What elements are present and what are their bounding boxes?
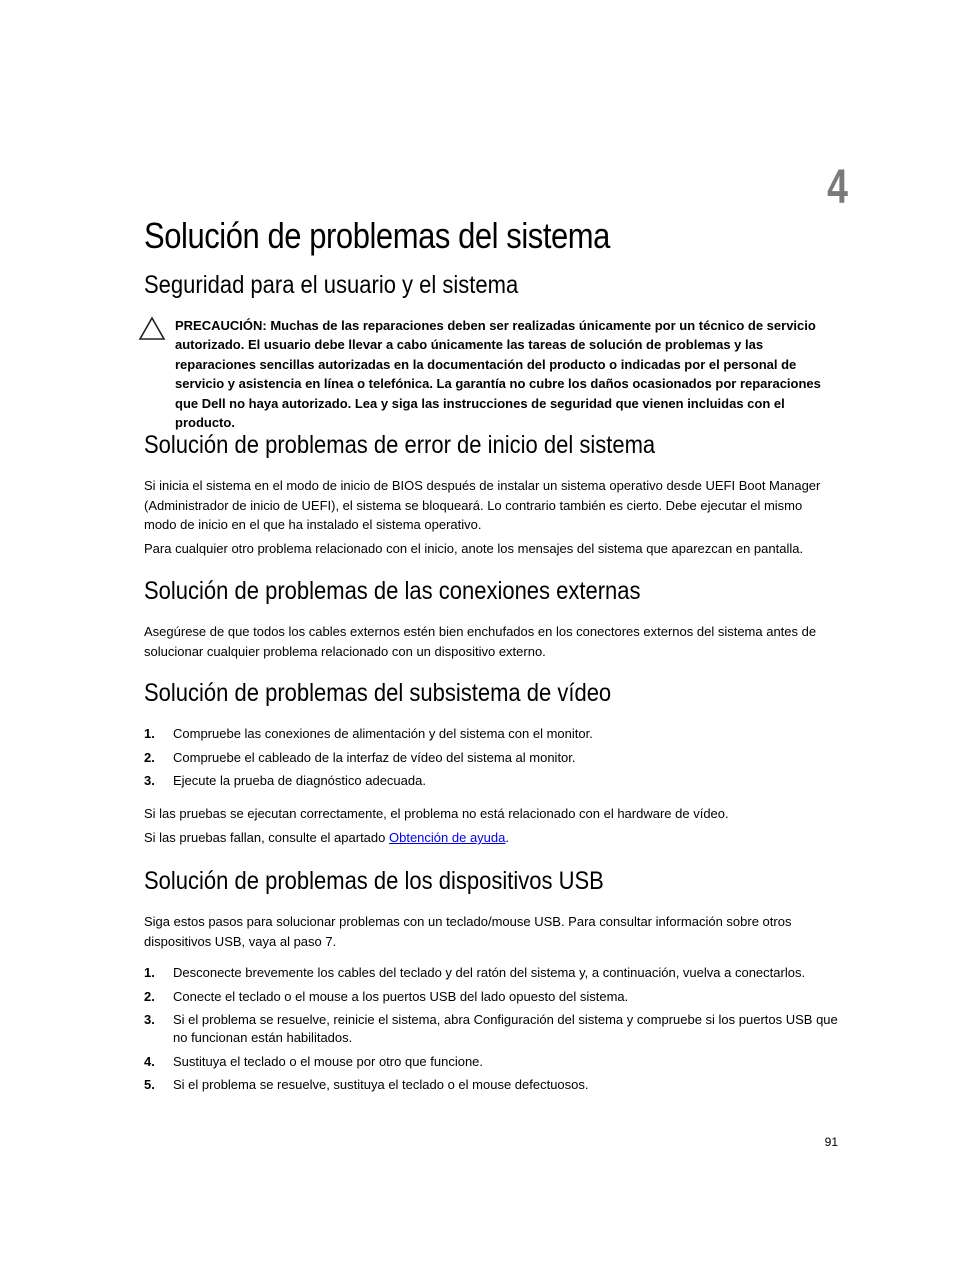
help-link[interactable]: Obtención de ayuda: [389, 830, 506, 845]
section-external: [144, 576, 838, 606]
external-paragraph-1: Asegúrese de que todos los cables externos estén bien enchufados en los conectores externos del sistema antes de solucionar cualquier problema relacionado con un dispositivo externo.: [144, 624, 817, 659]
step-number: 3.: [144, 773, 155, 789]
section-heading-external: Solución de problemas de las conexiones externas: [144, 577, 641, 605]
chapter-title-block: [144, 214, 838, 258]
step-number: 2.: [144, 749, 155, 765]
step-number: 1.: [144, 965, 155, 980]
caution-triangle-icon: [138, 316, 166, 342]
section-boot-body: [144, 476, 838, 559]
step-number: 4.: [144, 1053, 155, 1069]
list-item: [144, 988, 838, 1006]
video-paragraph-2: [144, 828, 838, 848]
step-number: 2.: [144, 988, 155, 1004]
section-usb-steps: [144, 964, 838, 1100]
list-item: [144, 1053, 838, 1071]
section-boot: [144, 430, 838, 460]
boot-paragraph-1: Si inicia el sistema en el modo de inicio de BIOS después de instalar un sistema operativo desde UEFI Boot Manager (Administrador de inicio de UEFI), el sistema se bloqueará. Lo contrario también es cierto. Debe ejecutar el mismo modo de inicio en el que ha instalado el sistema operativo.: [144, 478, 821, 532]
step-text: Conecte el teclado o el mouse a los puertos USB del lado opuesto del sistema.: [173, 988, 629, 1004]
step-text: Sustituya el teclado o el mouse por otro que funcione.: [173, 1053, 484, 1069]
step-text: Compruebe el cableado de la interfaz de vídeo del sistema al monitor.: [173, 749, 576, 765]
section-video-notes: [144, 804, 838, 848]
step-text: Desconecte brevemente los cables del teclado y del ratón del sistema y, a continuación, vuelva a conectarlos.: [173, 965, 806, 980]
section-heading-boot: Solución de problemas de error de inicio del sistema: [144, 431, 656, 459]
step-number: 5.: [144, 1077, 155, 1093]
list-item: [144, 1076, 838, 1094]
section-heading-usb: Solución de problemas de los dispositivos USB: [144, 867, 604, 895]
list-item: [144, 772, 838, 790]
video-steps-list: [144, 725, 838, 790]
usb-paragraph-1: Siga estos pasos para solucionar problemas con un teclado/mouse USB. Para consultar información sobre otros dispositivos USB, vaya al paso 7.: [144, 914, 792, 949]
section-video-body: [144, 725, 838, 796]
chapter-number: 4: [827, 161, 848, 214]
video-paragraph-2-prefix: Si las pruebas fallan, consulte el apartado: [144, 830, 389, 845]
section-usb: [144, 866, 838, 896]
section-heading-video: Solución de problemas del subsistema de vídeo: [144, 679, 612, 707]
caution-text: PRECAUCIÓN: Muchas de las reparaciones deben ser realizadas únicamente por un técnico de servicio autorizado. El usuario debe llevar a cabo únicamente las tareas de solución de problemas y las reparaciones sencillas autorizadas en la documentación del producto o indicadas por el personal de servicio y asistencia en línea o telefónica. La garantía no cubre los daños ocasionados por reparaciones que Dell no haya autorizado. Lea y siga las instrucciones de seguridad que vienen incluidas con el producto.: [175, 318, 821, 431]
step-text: Si el problema se resuelve, reinicie el sistema, abra Configuración del sistema y compruebe si los puertos USB que no funcionan están habilitados.: [173, 1012, 838, 1046]
chapter-title: Solución de problemas del sistema: [144, 215, 610, 256]
step-text: Ejecute la prueba de diagnóstico adecuada.: [173, 773, 426, 789]
list-item: [144, 749, 838, 767]
video-paragraph-1: Si las pruebas se ejecutan correctamente, el problema no está relacionado con el hardware de vídeo.: [144, 806, 729, 821]
section-video: [144, 678, 838, 708]
step-text: Compruebe las conexiones de alimentación y del sistema con el monitor.: [173, 726, 593, 741]
video-paragraph-2-suffix: .: [505, 830, 509, 845]
usb-steps-list: [144, 964, 838, 1094]
list-item: [144, 725, 838, 743]
section-usb-intro: [144, 912, 838, 951]
list-item: [144, 1011, 838, 1047]
step-number: 3.: [144, 1012, 155, 1028]
page-number: 91: [824, 1135, 838, 1149]
boot-paragraph-2: Para cualquier otro problema relacionado con el inicio, anote los mensajes del sistema que aparezcan en pantalla.: [144, 541, 804, 556]
section-safety: [144, 270, 838, 300]
list-item: [144, 964, 838, 982]
step-text: Si el problema se resuelve, sustituya el teclado o el mouse defectuosos.: [173, 1077, 589, 1093]
section-external-body: [144, 622, 838, 661]
step-number: 1.: [144, 726, 155, 741]
section-heading-safety: Seguridad para el usuario y el sistema: [144, 271, 519, 299]
